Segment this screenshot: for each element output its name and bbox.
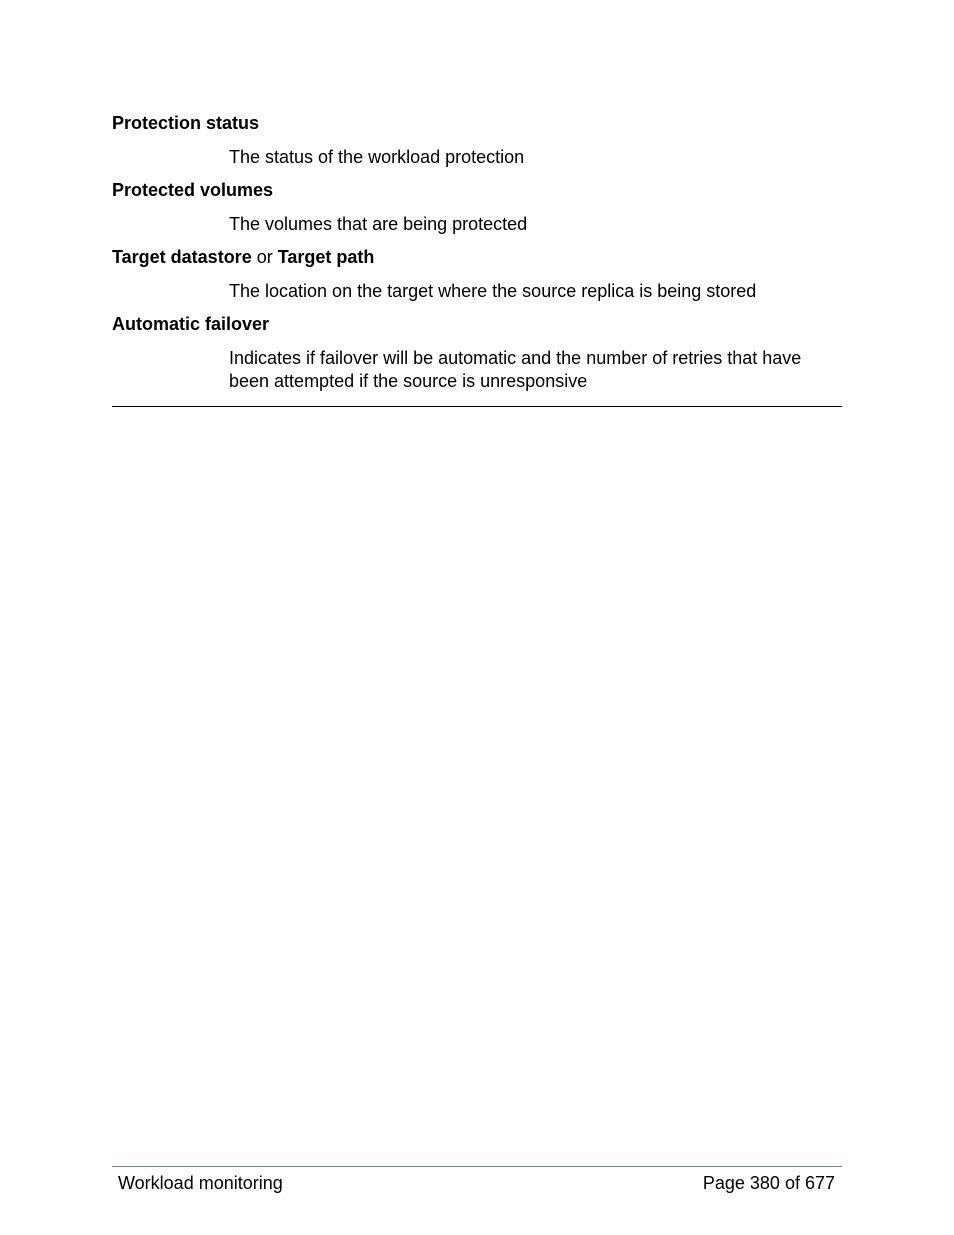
definition-term-protected-volumes: Protected volumes [112, 180, 274, 200]
term-target-datastore: Target datastore [112, 247, 252, 267]
definition-term-target-datastore-or-path [112, 246, 842, 268]
footer-divider [112, 1166, 842, 1167]
term-target-path: Target path [277, 247, 375, 267]
definition-term-protection-status: Protection status [112, 113, 260, 133]
definition-description-automatic-failover: Indicates if failover will be automatic and the number of retries that have been attempted if the source is unresponsive [229, 348, 802, 391]
term-joiner: or [251, 247, 278, 267]
section-divider [112, 406, 842, 407]
definition-term-automatic-failover: Automatic failover [112, 314, 270, 334]
definition-description-protection-status: The status of the workload protection [229, 147, 525, 167]
definition-list [112, 112, 842, 403]
definition-description-target-datastore-or-path: The location on the target where the source replica is being stored [229, 281, 757, 301]
footer-section-title: Workload monitoring [118, 1173, 283, 1193]
footer-page-number: Page 380 of 677 [702, 1173, 835, 1193]
definition-description-protected-volumes: The volumes that are being protected [229, 214, 528, 234]
